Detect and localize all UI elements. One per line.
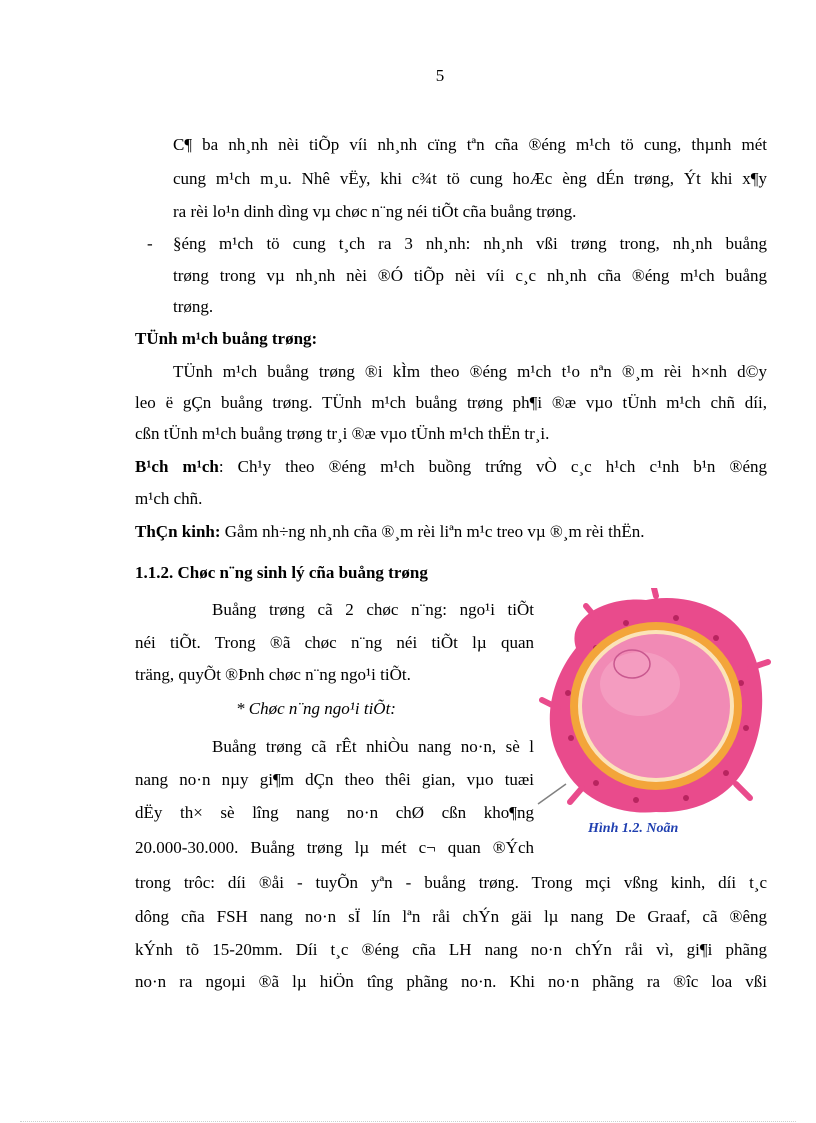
section-p2-line5: trong trôc: díi ®åi - tuyÕn yªn - buång trøng. Trong mçi vßng kinh, díi t¸c <box>135 873 767 892</box>
lymph-line2: m¹ch chñ. <box>135 489 203 508</box>
lymph-label: B¹ch m¹ch <box>135 457 219 476</box>
section-p1-line1: Buång trøng cã 2 chøc n¨ng: ngo¹i tiÕt <box>212 600 534 619</box>
bullet-dash: - <box>147 234 153 253</box>
nerve-label: ThÇn kinh: <box>135 522 221 541</box>
section-p2-line3: dËy th× sè lîng nang no·n chØ cßn kho¶ng <box>135 803 534 822</box>
section-p2-line4: 20.000-30.000. Buång trøng lµ mét c¬ quan ®Ých <box>135 838 534 857</box>
section-p2-line1: Buång trøng cã rÊt nhiÒu nang no·n, sè l <box>212 737 534 756</box>
bullet-line3: trøng. <box>173 297 214 316</box>
bullet-line1: §éng m¹ch tö cung t¸ch ra 3 nh¸nh: nh¸nh vßi trøng trong, nh¸nh buång <box>173 234 767 253</box>
para1-line3: ra rèi lo¹n dinh dìng vµ chøc n¨ng néi tiÕt cña buång trøng. <box>173 202 577 221</box>
page-number: 5 <box>435 66 445 85</box>
figure-caption: Hình 1.2. Noãn <box>588 821 679 836</box>
section-p1-line2: néi tiÕt. Trong ®ã chøc n¨ng néi tiÕt lµ quan <box>135 633 534 652</box>
ovum-illustration <box>536 588 772 820</box>
ovum-figure <box>536 588 772 820</box>
section-p2-line2: nang no·n nµy gi¶m dÇn theo thêi gian, vµo tuæi <box>135 770 534 789</box>
section-subheading: * Chøc n¨ng ngo¹i tiÕt: <box>236 699 396 718</box>
vein-line3: cßn tÜnh m¹ch buång trøng tr¸i ®æ vµo tÜnh m¹ch thËn tr¸i. <box>135 424 550 443</box>
vein-heading: TÜnh m¹ch buång trøng: <box>135 329 318 348</box>
page-bottom-divider <box>20 1121 796 1122</box>
section-p2-line8: no·n ra ngoµi ®ã lµ hiÖn tîng phãng no·n. Khi no·n phãng ra ®îc loa vßi <box>135 972 767 991</box>
lymph-text: : Ch¹y theo ®éng m¹ch buồng trứng vÒ c¸c h¹ch c¹nh b¹n ®éng <box>218 457 767 476</box>
para1-line2: cung m¹ch m¸u. Nhê vËy, khi c¾t tö cung hoÆc èng dÉn trøng, Ýt khi x¶y <box>173 169 767 188</box>
bullet-line2: trøng trong vµ nh¸nh nèi ®Ó tiÕp nèi víi c¸c nh¸nh cña ®éng m¹ch buång <box>173 266 767 285</box>
lymph-line1 <box>135 457 767 477</box>
section-p1-line3: träng, quyÕt ®Þnh chøc n¨ng ngo¹i tiÕt. <box>135 665 411 684</box>
section-p2-line6: dông cña FSH nang no·n sÏ lín lªn råi chÝn gäi lµ nang De Graaf, cã ®êng <box>135 907 767 926</box>
section-p2-line7: kÝnh tõ 15-20mm. Díi t¸c ®éng cña LH nang no·n chÝn råi vì, gi¶i phãng <box>135 940 767 959</box>
nerve-text: Gåm nh÷ng nh¸nh cña ®¸m rèi liªn m¹c treo vµ ®¸m rèi thËn. <box>220 522 645 541</box>
nerve-line <box>135 522 644 542</box>
vein-line2: leo ë gÇn buång trøng. TÜnh m¹ch buång trøng ph¶i ®æ vµo tÜnh m¹ch chñ díi, <box>135 393 767 412</box>
para1-line1: C¶ ba nh¸nh nèi tiÕp víi nh¸nh cïng tªn cña ®éng m¹ch tö cung, thµnh mét <box>173 135 767 154</box>
vein-line1: TÜnh m¹ch buång trøng ®i kÌm theo ®éng m¹ch t¹o nªn ®¸m rèi h×nh d©y <box>173 362 767 381</box>
section-heading: 1.1.2. Chøc n¨ng sinh lý cña buång trøng <box>135 563 428 582</box>
